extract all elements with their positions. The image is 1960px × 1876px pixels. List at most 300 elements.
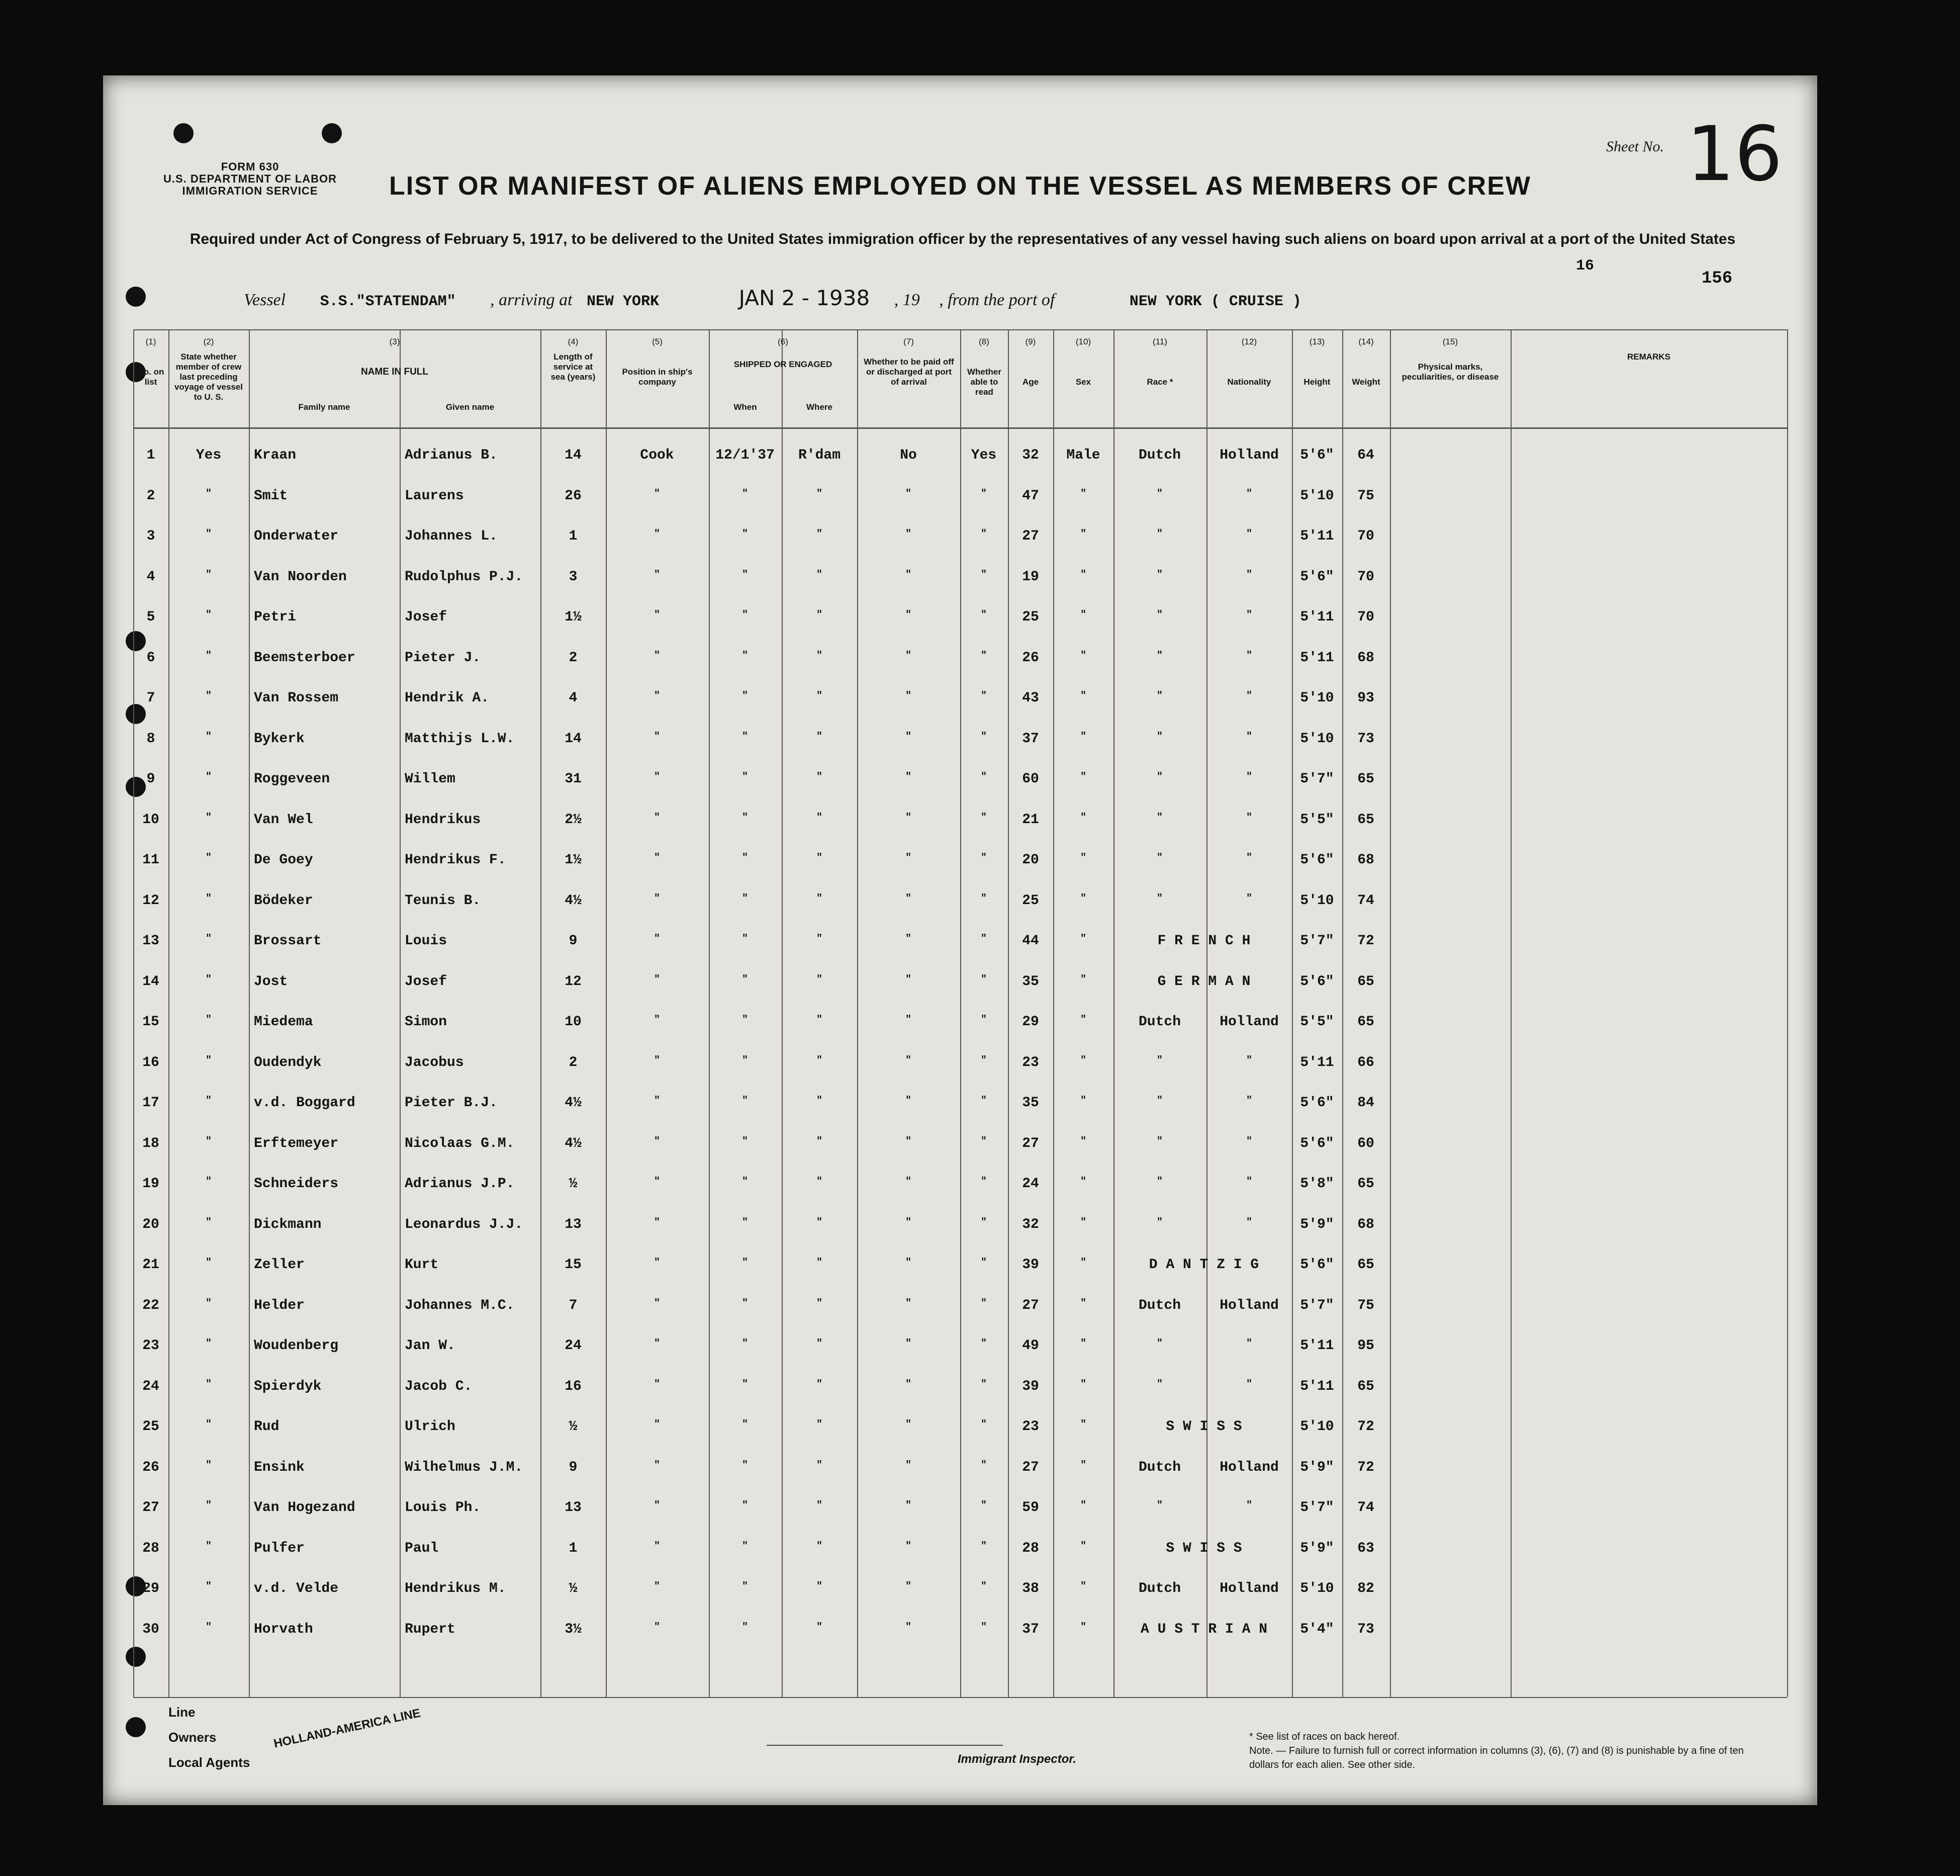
cell-age: 23 (1022, 1419, 1039, 1435)
sheet-number-label: Sheet No. (1606, 138, 1664, 155)
cell-family: v.d. Boggard (254, 1095, 355, 1111)
page-mark-156: 156 (1702, 269, 1733, 288)
cell-given: Pieter B.J. (405, 1095, 498, 1111)
cell-read: " (980, 690, 987, 702)
cell-sex: " (1080, 1500, 1087, 1511)
cell-position: " (654, 488, 661, 500)
cell-no: 16 (142, 1054, 159, 1070)
punch-hole (126, 287, 146, 307)
cell-position: " (654, 690, 661, 702)
cell-where: " (816, 1257, 823, 1269)
cell-age: 35 (1022, 973, 1039, 990)
cell-height: 5'11 (1300, 1378, 1334, 1394)
cell-family: Onderwater (254, 528, 339, 544)
cell-family: Rud (254, 1419, 279, 1435)
table-row (103, 1095, 1817, 1128)
table-row (103, 1257, 1817, 1290)
cell-prev: " (205, 609, 212, 621)
cell-when: " (741, 1378, 749, 1390)
cell-where: " (816, 731, 823, 743)
cell-no: 30 (142, 1621, 159, 1637)
table-row (103, 893, 1817, 926)
cell-position: " (654, 1095, 661, 1107)
cell-nationality: " (1246, 1135, 1253, 1147)
cell-family: De Goey (254, 852, 313, 868)
cell-nationality: " (1246, 528, 1253, 540)
cell-service: 13 (565, 1216, 582, 1232)
cell-paid: " (905, 569, 912, 581)
cell-nationality: " (1246, 1176, 1253, 1188)
cell-height: 5'6" (1300, 1135, 1334, 1151)
cell-paid: " (905, 690, 912, 702)
cell-where: " (816, 1054, 823, 1066)
column-header-given-name: Given name (445, 402, 495, 412)
cell-height: 5'9" (1300, 1459, 1334, 1475)
cell-service: 14 (565, 731, 582, 747)
cell-when: " (741, 1176, 749, 1188)
column-header-where: Where (806, 402, 832, 412)
cell-given: Laurens (405, 488, 464, 504)
local-agents-label: Local Agents (168, 1755, 250, 1770)
from-port-label: , from the port of (939, 291, 1055, 309)
column-number: (6) (778, 337, 788, 346)
cell-given: Rudolphus P.J. (405, 569, 523, 585)
cell-race: " (1156, 1135, 1163, 1147)
cell-age: 37 (1022, 731, 1039, 747)
cell-position: " (654, 1216, 661, 1228)
cell-age: 27 (1022, 1135, 1039, 1151)
cell-where: " (816, 1338, 823, 1350)
cell-sex: " (1080, 1459, 1087, 1471)
cell-sex: " (1080, 1176, 1087, 1188)
cell-nationality: Holland (1220, 1459, 1279, 1475)
cell-when: " (741, 488, 749, 500)
cell-where: " (816, 852, 823, 864)
cell-position: " (654, 609, 661, 621)
cell-paid: " (905, 1176, 912, 1188)
cell-height: 5'9" (1300, 1540, 1334, 1556)
cell-when: " (741, 1135, 749, 1147)
cell-paid: " (905, 812, 912, 824)
cell-read: " (980, 1176, 987, 1188)
cell-race: " (1156, 1216, 1163, 1228)
cell-prev: " (205, 1419, 212, 1431)
table-row (103, 650, 1817, 683)
cell-where: " (816, 1216, 823, 1228)
cell-race-nationality: A U S T R I A N (1140, 1621, 1268, 1637)
cell-given: Simon (405, 1014, 447, 1030)
cell-age: 59 (1022, 1500, 1039, 1515)
cell-when: " (741, 771, 749, 783)
cell-given: Johannes L. (405, 528, 498, 544)
cell-when: " (741, 1095, 749, 1107)
cell-age: 26 (1022, 650, 1039, 666)
cell-when: " (741, 1216, 749, 1228)
cell-given: Hendrikus F. (405, 852, 506, 868)
cell-age: 37 (1022, 1621, 1039, 1637)
cell-no: 7 (146, 690, 155, 706)
vessel-line (244, 286, 1301, 310)
column-header-read: Whether able to read (967, 367, 1001, 397)
cell-service: 31 (565, 771, 582, 787)
cell-where: " (816, 771, 823, 783)
cell-prev: " (205, 1297, 212, 1309)
cell-position: " (654, 1621, 661, 1633)
cell-prev: " (205, 650, 212, 662)
footnotes (1249, 1730, 1752, 1772)
cell-paid: " (905, 1297, 912, 1309)
cell-sex: " (1080, 1621, 1087, 1633)
cell-read: " (980, 1621, 987, 1633)
cell-age: 39 (1022, 1257, 1039, 1273)
cell-weight: 75 (1357, 488, 1374, 504)
cell-family: Pulfer (254, 1540, 305, 1556)
page-mark-16: 16 (1576, 257, 1595, 275)
cell-read: " (980, 1581, 987, 1592)
cell-given: Nicolaas G.M. (405, 1135, 515, 1151)
cell-paid: " (905, 1014, 912, 1026)
arrival-date: JAN 2 - 1938 (738, 286, 870, 310)
cell-race: " (1156, 690, 1163, 702)
cell-where: " (816, 1540, 823, 1552)
cell-nationality: " (1246, 771, 1253, 783)
cell-where: " (816, 1500, 823, 1511)
cell-nationality: " (1246, 650, 1253, 662)
cell-no: 19 (142, 1176, 159, 1192)
cell-race: " (1156, 1378, 1163, 1390)
cell-where: " (816, 1621, 823, 1633)
cell-sex: " (1080, 1581, 1087, 1592)
cell-no: 25 (142, 1419, 159, 1435)
cell-prev: " (205, 1135, 212, 1147)
cell-nationality: Holland (1220, 1014, 1279, 1030)
cell-no: 6 (146, 650, 155, 666)
cell-height: 5'11 (1300, 528, 1334, 544)
cell-no: 29 (142, 1581, 159, 1596)
cell-read: " (980, 1419, 987, 1431)
cell-height: 5'6" (1300, 1095, 1334, 1111)
table-row (103, 1298, 1817, 1331)
table-row (103, 1338, 1817, 1371)
cell-sex: " (1080, 528, 1087, 540)
cell-when: " (741, 933, 749, 945)
cell-position: " (654, 650, 661, 662)
cell-given: Louis Ph. (405, 1500, 481, 1515)
column-header-family-name: Family name (298, 402, 350, 412)
cell-where: " (816, 690, 823, 702)
cell-family: Woudenberg (254, 1338, 339, 1354)
column-number: (13) (1309, 337, 1325, 346)
cell-height: 5'10 (1300, 488, 1334, 504)
cell-prev: " (205, 1014, 212, 1026)
cell-sex: " (1080, 609, 1087, 621)
cell-read: " (980, 1500, 987, 1511)
cell-given: Jacob C. (405, 1378, 473, 1394)
cell-age: 25 (1022, 892, 1039, 909)
table-row (103, 731, 1817, 764)
cell-prev: " (205, 812, 212, 824)
column-number: (15) (1442, 337, 1458, 346)
cell-position: Cook (640, 448, 674, 463)
cell-family: Jost (254, 973, 288, 990)
arriving-label: , arriving at (490, 291, 573, 309)
column-header-height: Height (1303, 377, 1331, 387)
cell-age: 32 (1022, 448, 1039, 463)
cell-family: Van Noorden (254, 569, 347, 585)
cell-position: " (654, 1014, 661, 1026)
cell-weight: 74 (1357, 1500, 1374, 1515)
cell-no: 28 (142, 1540, 159, 1556)
column-number: (4) (568, 337, 579, 346)
cell-service: 1½ (565, 609, 582, 625)
cell-read: " (980, 1540, 987, 1552)
cell-position: " (654, 1297, 661, 1309)
year-label: , 19 (894, 291, 920, 309)
cell-paid: " (905, 973, 912, 986)
cell-family: Erftemeyer (254, 1135, 339, 1151)
cell-read: " (980, 1338, 987, 1350)
cell-when: " (741, 1500, 749, 1511)
cell-height: 5'7" (1300, 771, 1334, 787)
cell-when: " (741, 1297, 749, 1309)
table-row (103, 812, 1817, 845)
cell-service: 1 (569, 1540, 578, 1556)
cell-no: 12 (142, 892, 159, 909)
cell-age: 25 (1022, 609, 1039, 625)
cell-read: " (980, 569, 987, 581)
table-row (103, 1581, 1817, 1614)
column-header-race: Race * (1147, 377, 1173, 387)
cell-prev: " (205, 1621, 212, 1633)
column-header-nationality: Nationality (1227, 377, 1271, 387)
cell-age: 29 (1022, 1014, 1039, 1030)
cell-no: 15 (142, 1014, 159, 1030)
cell-service: 2 (569, 1054, 578, 1070)
table-row (103, 1379, 1817, 1412)
cell-sex: " (1080, 771, 1087, 783)
department-name: U.S. DEPARTMENT OF LABOR (163, 172, 337, 185)
cell-age: 60 (1022, 771, 1039, 787)
cell-service: 4½ (565, 892, 582, 909)
cell-race: " (1156, 569, 1163, 581)
cell-given: Teunis B. (405, 892, 481, 909)
cell-service: ½ (569, 1176, 578, 1192)
cell-no: 20 (142, 1216, 159, 1232)
cell-sex: " (1080, 731, 1087, 743)
cell-nationality: " (1246, 852, 1253, 864)
cell-service: 2 (569, 650, 578, 666)
cell-prev: " (205, 528, 212, 540)
cell-service: 7 (569, 1297, 578, 1313)
column-header-previous-voyage: State whether member of crew last preceding voyage of vessel to U. S. (174, 352, 243, 402)
cell-position: " (654, 1338, 661, 1350)
cell-race-nationality: D A N T Z I G (1149, 1257, 1259, 1273)
cell-paid: " (905, 1135, 912, 1147)
cell-height: 5'11 (1300, 609, 1334, 625)
cell-read: " (980, 731, 987, 743)
cell-position: " (654, 1419, 661, 1431)
cell-when: " (741, 1621, 749, 1633)
cell-position: " (654, 973, 661, 986)
cell-no: 24 (142, 1378, 159, 1394)
cell-paid: " (905, 1419, 912, 1431)
cell-paid: " (905, 1054, 912, 1066)
cell-when: " (741, 1014, 749, 1026)
column-header-name: NAME IN FULL (360, 367, 429, 377)
cell-nationality: Holland (1220, 448, 1279, 463)
cell-race: " (1156, 488, 1163, 500)
cell-given: Paul (405, 1540, 439, 1556)
cell-read: " (980, 1014, 987, 1026)
cell-prev: " (205, 1581, 212, 1592)
cell-nationality: Holland (1220, 1297, 1279, 1313)
cell-no: 11 (142, 852, 159, 868)
cell-no: 9 (146, 771, 155, 787)
cell-when: " (741, 650, 749, 662)
cell-read: " (980, 973, 987, 986)
cell-race-nationality: F R E N C H (1157, 933, 1251, 949)
cell-height: 5'5" (1300, 1014, 1334, 1030)
cell-race: " (1156, 771, 1163, 783)
cell-read: " (980, 1297, 987, 1309)
column-header-sex: Sex (1075, 377, 1091, 387)
cell-height: 5'4" (1300, 1621, 1334, 1637)
cell-service: 10 (565, 1014, 582, 1030)
cell-race: Dutch (1138, 1014, 1181, 1030)
table-row (103, 690, 1817, 724)
cell-sex: " (1080, 973, 1087, 986)
cell-nationality: " (1246, 812, 1253, 824)
cell-height: 5'5" (1300, 812, 1334, 828)
cell-when: " (741, 690, 749, 702)
cell-weight: 73 (1357, 1621, 1374, 1637)
table-row (103, 448, 1817, 481)
cell-nationality: " (1246, 1095, 1253, 1107)
cell-race: " (1156, 1500, 1163, 1511)
column-header-weight: Weight (1352, 377, 1380, 387)
table-row (103, 528, 1817, 562)
cell-height: 5'7" (1300, 1500, 1334, 1515)
cell-age: 44 (1022, 933, 1039, 949)
cell-where: " (816, 609, 823, 621)
cell-weight: 60 (1357, 1135, 1374, 1151)
cell-read: " (980, 1459, 987, 1471)
cell-when: " (741, 973, 749, 986)
cell-family: Petri (254, 609, 297, 625)
cell-service: ½ (569, 1581, 578, 1596)
cell-sex: " (1080, 1135, 1087, 1147)
cell-paid: " (905, 1540, 912, 1552)
cell-family: Beemsterboer (254, 650, 355, 666)
cell-weight: 82 (1357, 1581, 1374, 1596)
cell-no: 14 (142, 973, 159, 990)
cell-nationality: " (1246, 488, 1253, 500)
cell-position: " (654, 933, 661, 945)
cell-sex: " (1080, 933, 1087, 945)
cell-service: 24 (565, 1338, 582, 1354)
line-label: Line (168, 1705, 196, 1720)
cell-service: 14 (565, 448, 582, 463)
cell-where: " (816, 1419, 823, 1431)
cell-prev: " (205, 771, 212, 783)
cell-service: ½ (569, 1419, 578, 1435)
table-row (103, 1014, 1817, 1047)
cell-given: Louis (405, 933, 447, 949)
cell-sex: " (1080, 1540, 1087, 1552)
cell-sex: Male (1066, 448, 1100, 463)
cell-family: Helder (254, 1297, 305, 1313)
cell-weight: 70 (1357, 609, 1374, 625)
cell-weight: 64 (1357, 448, 1374, 463)
cell-weight: 68 (1357, 650, 1374, 666)
table-row (103, 1136, 1817, 1169)
cell-race: " (1156, 1338, 1163, 1350)
cell-when: " (741, 1338, 749, 1350)
cell-position: " (654, 731, 661, 743)
cell-given: Willem (405, 771, 455, 787)
cell-weight: 84 (1357, 1095, 1374, 1111)
cell-position: " (654, 771, 661, 783)
cell-race: " (1156, 1054, 1163, 1066)
cell-sex: " (1080, 1297, 1087, 1309)
cell-race: " (1156, 892, 1163, 905)
table-row (103, 1622, 1817, 1655)
cell-weight: 72 (1357, 1459, 1374, 1475)
cell-where: " (816, 1581, 823, 1592)
cell-prev: " (205, 1540, 212, 1552)
cell-race: " (1156, 1095, 1163, 1107)
cell-weight: 72 (1357, 933, 1374, 949)
cell-age: 28 (1022, 1540, 1039, 1556)
punch-hole (173, 123, 194, 143)
cell-given: Hendrikus M. (405, 1581, 506, 1596)
cell-where: " (816, 1014, 823, 1026)
cell-when: " (741, 528, 749, 540)
cell-where: " (816, 812, 823, 824)
cell-service: 9 (569, 1459, 578, 1475)
cell-sex: " (1080, 1338, 1087, 1350)
cell-read: " (980, 933, 987, 945)
cell-weight: 75 (1357, 1297, 1374, 1313)
cell-prev: " (205, 933, 212, 945)
cell-height: 5'10 (1300, 892, 1334, 909)
cell-read: " (980, 812, 987, 824)
cell-paid: No (900, 448, 917, 463)
cell-weight: 66 (1357, 1054, 1374, 1070)
cell-no: 10 (142, 812, 159, 828)
cell-read: " (980, 528, 987, 540)
column-number: (14) (1358, 337, 1374, 346)
form-number: FORM 630 (221, 160, 279, 173)
table-row (103, 852, 1817, 885)
table-row (103, 1419, 1817, 1452)
cell-no: 13 (142, 933, 159, 949)
cell-height: 5'10 (1300, 1419, 1334, 1435)
cell-paid: " (905, 1095, 912, 1107)
cell-paid: " (905, 650, 912, 662)
column-header-physical-marks: Physical marks, peculiarities, or disease (1402, 362, 1499, 382)
cell-given: Jacobus (405, 1054, 464, 1070)
cell-where: " (816, 1378, 823, 1390)
cell-prev: " (205, 973, 212, 986)
cell-prev: " (205, 731, 212, 743)
cell-family: Bykerk (254, 731, 305, 747)
vessel-label: Vessel (244, 291, 286, 309)
cell-age: 27 (1022, 1459, 1039, 1475)
cell-height: 5'7" (1300, 933, 1334, 949)
cell-when: " (741, 1581, 749, 1592)
cell-service: 1½ (565, 852, 582, 868)
